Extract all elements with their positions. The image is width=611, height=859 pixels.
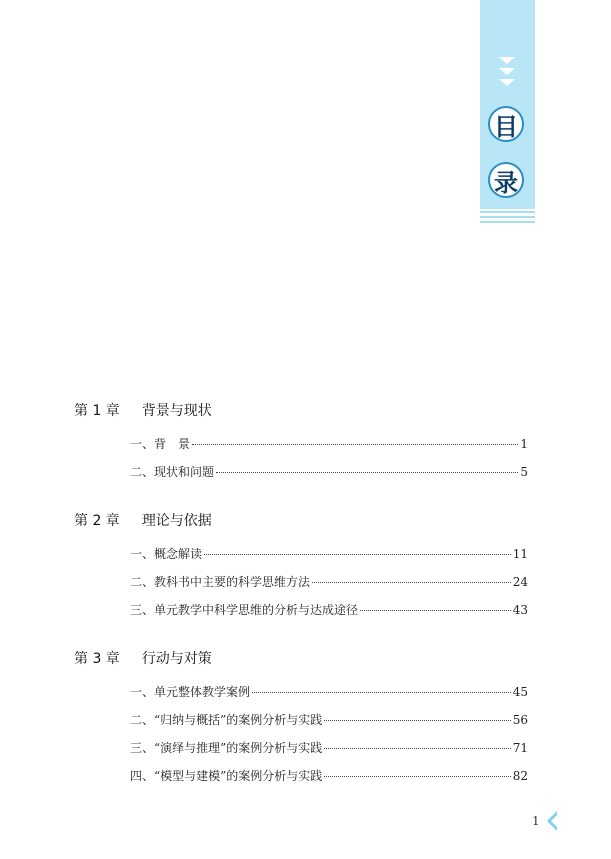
toc-entry-label: 三、单元教学中科学思维的分析与达成途径 xyxy=(130,603,359,617)
leader-dots xyxy=(204,554,511,555)
toc-entry-label: 一、背 景 xyxy=(130,437,191,451)
chapter-number: 第 2 章 xyxy=(74,513,120,529)
toc-entry-page: 71 xyxy=(512,741,528,755)
toc-entry[interactable] xyxy=(130,463,528,480)
toc-entry-label: 二、“归纳与概括”的案例分析与实践 xyxy=(130,713,323,727)
toc-entry[interactable] xyxy=(130,711,528,728)
chapter-heading-2 xyxy=(74,510,212,530)
chapter-title: 理论与依据 xyxy=(141,513,212,529)
chapter-title: 背景与现状 xyxy=(141,403,212,419)
chevron-down-icon xyxy=(499,68,515,75)
toc-entry[interactable] xyxy=(130,683,528,700)
chapter-heading-3 xyxy=(74,648,212,668)
toc-entry[interactable] xyxy=(130,739,528,756)
toc-title-char-2: 录 xyxy=(488,162,524,198)
leader-dots xyxy=(312,582,511,583)
toc-entry-label: 一、概念解读 xyxy=(130,547,203,561)
toc-entry-label: 一、单元整体教学案例 xyxy=(130,685,251,699)
toc-entry[interactable] xyxy=(130,545,528,562)
chapter-number: 第 3 章 xyxy=(74,651,120,667)
toc-entry[interactable] xyxy=(130,767,528,784)
chapter-heading-1 xyxy=(74,400,212,420)
toc-entry-page: 56 xyxy=(512,713,528,727)
leader-dots xyxy=(324,720,510,721)
chevron-down-icon xyxy=(499,57,515,64)
leader-dots xyxy=(324,776,510,777)
leader-dots xyxy=(216,472,518,473)
chevron-down-icon xyxy=(499,79,515,86)
leader-dots xyxy=(360,610,511,611)
toc-entry[interactable] xyxy=(130,435,528,452)
toc-entry-page: 82 xyxy=(512,769,528,783)
leader-dots xyxy=(324,748,510,749)
leader-dots xyxy=(192,444,518,445)
toc-entry[interactable] xyxy=(130,573,528,590)
toc-entry-page: 24 xyxy=(512,575,528,589)
tab-stripes xyxy=(480,211,535,226)
toc-entry-page: 43 xyxy=(512,603,528,617)
page-corner-chevron-icon xyxy=(545,810,559,832)
chapter-number: 第 1 章 xyxy=(74,403,120,419)
page-number: 1 xyxy=(532,814,540,828)
toc-entry-page: 5 xyxy=(520,465,528,479)
chapter-title: 行动与对策 xyxy=(141,651,212,667)
toc-entry-label: 二、教科书中主要的科学思维方法 xyxy=(130,575,311,589)
toc-entry-page: 11 xyxy=(512,547,528,561)
toc-title-char-1: 目 xyxy=(488,106,524,142)
leader-dots xyxy=(252,692,511,693)
toc-entry-label: 三、“演绎与推理”的案例分析与实践 xyxy=(130,741,323,755)
toc-entry-label: 二、现状和问题 xyxy=(130,465,215,479)
toc-entry-page: 45 xyxy=(512,685,528,699)
toc-entry-label: 四、“模型与建模”的案例分析与实践 xyxy=(130,769,323,783)
toc-entry[interactable] xyxy=(130,601,528,618)
toc-entry-page: 1 xyxy=(520,437,528,451)
